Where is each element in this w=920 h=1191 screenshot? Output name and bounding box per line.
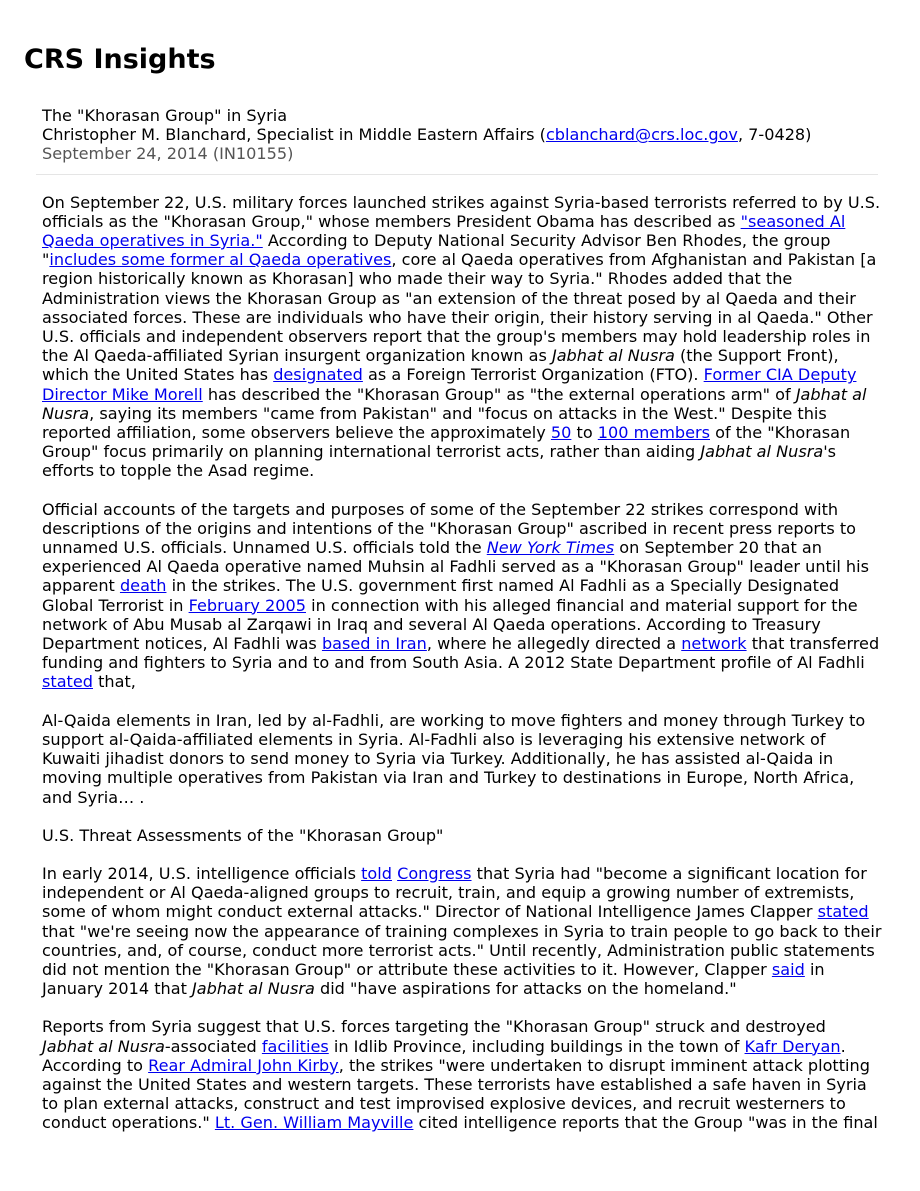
paragraph-5	[42, 1017, 882, 1132]
text: of the "Khorasan Group" focus primarily on planning international terrorist acts, rather than aiding	[42, 423, 851, 462]
header-divider	[36, 174, 878, 175]
link-network[interactable]: network	[681, 634, 747, 654]
text: (the Support Front), which the United States has	[42, 346, 839, 385]
link-facilities[interactable]: facilities	[261, 1036, 329, 1056]
link-congress[interactable]: Congress	[397, 863, 472, 883]
author-phone: , 7-0428)	[737, 125, 812, 145]
site-title: CRS Insights	[24, 44, 216, 75]
italic-term: Jabhat al Nusra	[42, 384, 867, 423]
text: , where he allegedly directed a	[426, 634, 682, 654]
link-stated[interactable]: stated	[42, 672, 93, 692]
link-kafr-deryan[interactable]: Kafr Deryan	[744, 1036, 841, 1056]
link-death[interactable]: death	[119, 576, 167, 596]
link-told[interactable]: told	[361, 863, 392, 883]
text: cited intelligence reports that the Group "was in the final	[413, 1113, 878, 1133]
link-february-2005[interactable]: February 2005	[188, 595, 306, 615]
author-name: Christopher M. Blanchard, Specialist in Middle Eastern Affairs (	[42, 125, 546, 145]
link-100-members[interactable]: 100 members	[597, 423, 710, 443]
text: On September 22, U.S. military forces launched strikes against Syria-based terrorists referred to by U.S. officials as the "Khorasan Group," whose members President Obama has described as	[42, 192, 881, 231]
text: According to Deputy National Security Advisor Ben Rhodes, the group "	[42, 231, 831, 270]
link-william-mayville[interactable]: Lt. Gen. William Mayville	[214, 1113, 414, 1133]
link-clapper-stated[interactable]: stated	[817, 902, 869, 922]
text: that,	[93, 672, 136, 692]
text: as a Foreign Terrorist Organization (FTO).	[362, 365, 704, 385]
text: -associated	[164, 1036, 262, 1056]
text: to	[571, 423, 598, 443]
italic-term: Jabhat al Nusra	[42, 1036, 165, 1056]
author-email-link[interactable]: cblanchard@crs.loc.gov	[545, 125, 738, 145]
link-said[interactable]: said	[771, 959, 805, 979]
text: Official accounts of the targets and purposes of some of the September 22 strikes correspond with descriptions of the origins and intentions of the "Khorasan Group" ascribed in recent press reports to unnamed U.S. officials. Unnamed U.S. officials told the	[42, 499, 857, 558]
text: in the strikes. The U.S. government first named Al Fadhli as a Specially Designated Global Terrorist in	[42, 576, 840, 615]
italic-term: Jabhat al Nusra	[192, 979, 315, 999]
link-john-kirby[interactable]: Rear Admiral John Kirby	[148, 1055, 339, 1075]
text: 's efforts to topple the Asad regime.	[42, 442, 837, 481]
link-based-in-iran[interactable]: based in Iran	[321, 634, 427, 654]
text: did "have aspirations for attacks on the homeland."	[314, 979, 737, 999]
text: In early 2014, U.S. intelligence officials	[42, 863, 362, 883]
text: that Syria had "become a significant location for independent or Al Qaeda-aligned groups to recruit, train, and equip a growing number of extremists, some of whom might conduct external attacks." Director of National Intelligence James Clapper	[42, 863, 867, 922]
author-line	[42, 125, 882, 144]
link-seasoned-operatives[interactable]: "seasoned Al Qaeda operatives in Syria."	[42, 211, 846, 251]
report-date: September 24, 2014 (IN10155)	[42, 144, 294, 164]
text: , core al Qaeda operatives from Afghanistan and Pakistan [a region historically known as Khorasan] who made their way to Syria." Rhodes added that the Administration views the Khorasan Group as "an extension of the threat posed by al Qaeda and their associated forces. These are individuals who have their origin, their history serving in al Qaeda." Other U.S. officials and independent observers report that the group's members may hold leadership roles in the Al Qaeda-affiliated Syrian insurgent organization known as	[42, 250, 877, 366]
paragraph-1	[42, 193, 882, 481]
text: on September 20 that an experienced Al Qaeda operative named Muhsin al Fadhli served as a "Khorasan Group" leader until his apparent	[42, 538, 869, 596]
report-body	[42, 106, 882, 1152]
text: in connection with his alleged financial and material support for the network of Abu Musab al Zarqawi in Iraq and several Al Qaeda operations. According to Treasury Department notices, Al Fadhli was	[42, 595, 858, 654]
text: , the strikes "were undertaken to disrupt imminent attack plotting against the United States and western targets. These terrorists have established a safe haven in Syria to plan external attacks, construct and test improvised explosive devices, and recruit westerners to conduct operations."	[42, 1055, 870, 1133]
paragraph-4	[42, 864, 882, 998]
paragraph-2	[42, 500, 882, 692]
text: that "we're seeing now the appearance of training complexes in Syria to train people to go back to their countries, and, of course, conduct more terrorist acts." Until recently, Administration public statements did not mention the "Khorasan Group" or attribute these activities to it. However, Clapper	[42, 921, 882, 979]
text: that transferred funding and fighters to Syria and to and from South Asia. A 2012 State Department profile of Al Fadhli	[42, 634, 880, 673]
link-mike-morell[interactable]: Former CIA Deputy Director Mike Morell	[42, 365, 857, 404]
italic-term: Jabhat al Nusra	[700, 442, 824, 462]
report-title: The "Khorasan Group" in Syria	[42, 106, 288, 125]
text: Reports from Syria suggest that U.S. forces targeting the "Khorasan Group" struck and destroyed	[42, 1017, 826, 1037]
italic-link-text[interactable]: New York Times	[486, 538, 615, 558]
link-new-york-times[interactable]	[487, 538, 614, 557]
link-former-operatives[interactable]: includes some former al Qaeda operatives	[49, 250, 392, 270]
text: , saying its members "came from Pakistan" and "focus on attacks in the West." Despite this reported affiliation, some observers believe the approximately	[42, 403, 827, 443]
section-subheading: U.S. Threat Assessments of the "Khorasan Group"	[42, 825, 444, 845]
link-50[interactable]: 50	[550, 423, 572, 443]
text: . According to	[42, 1036, 846, 1075]
italic-term: Jabhat al Nusra	[551, 346, 675, 366]
text: has described the "Khorasan Group" as "the external operations arm" of	[202, 384, 796, 404]
text: in Idlib Province, including buildings in the town of	[328, 1036, 745, 1056]
text: in January 2014 that	[42, 959, 825, 999]
quoted-paragraph: Al-Qaida elements in Iran, led by al-Fadhli, are working to move fighters and money through Turkey to support al-Qaida-affiliated elements in Syria. Al-Fadhli also is leveraging his extensive network of Kuwaiti jihadist donors to send money to Syria via Turkey. Additionally, he has assisted al-Qaida in moving multiple operatives from Pakistan via Iran and Turkey to destinations in Europe, North Africa, and Syria… .	[42, 710, 866, 807]
link-designated[interactable]: designated	[273, 365, 363, 385]
